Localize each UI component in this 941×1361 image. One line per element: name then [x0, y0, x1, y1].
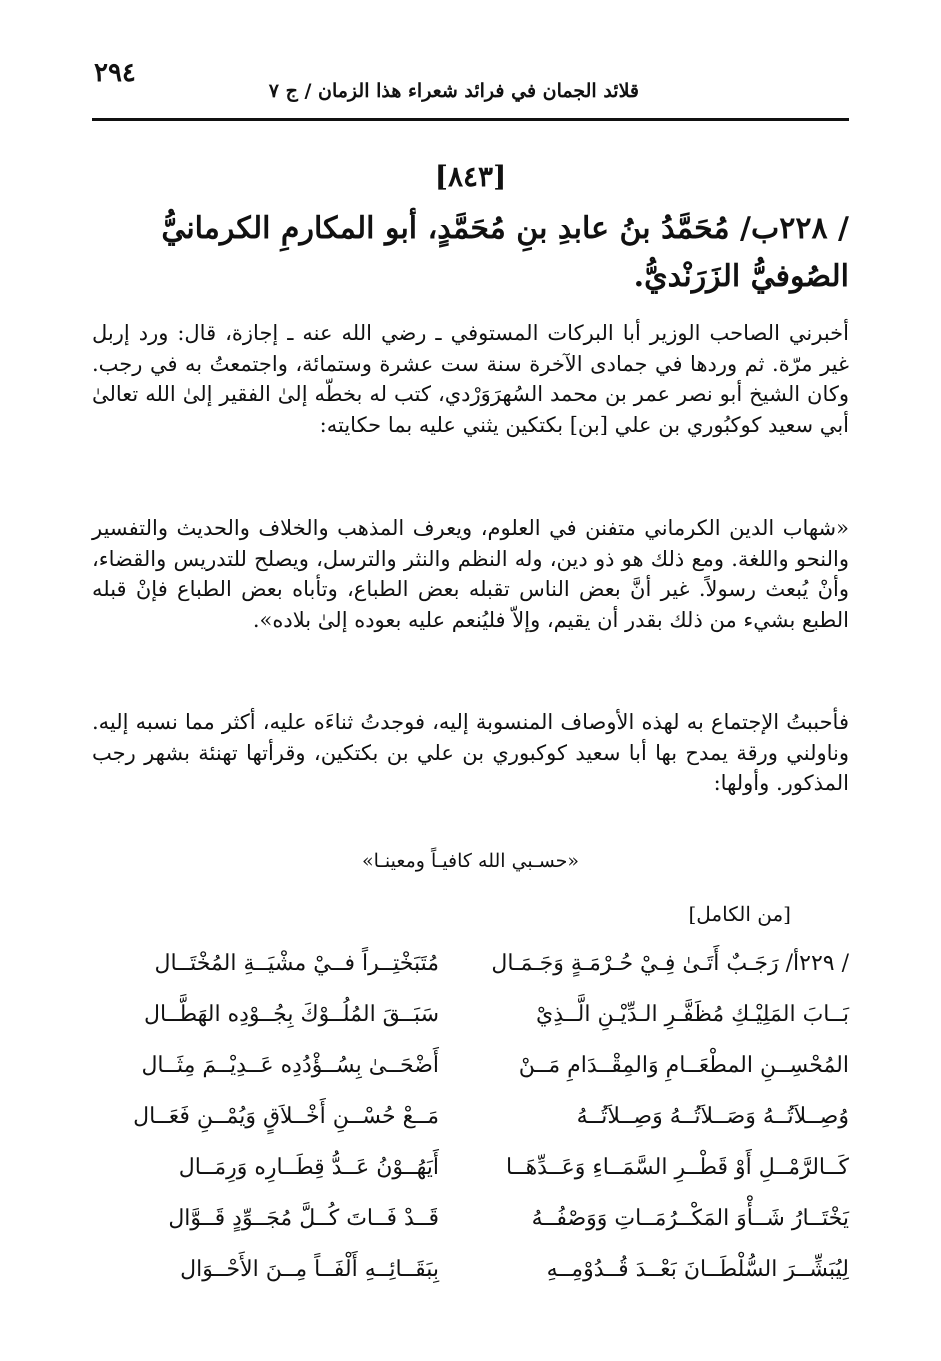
verse-first-hemistich: بَــابَ المَلِيْـكِ مُظَفَّـرِ الـدِّيْـنِ الَّــذِيْ	[536, 1002, 849, 1027]
motto-line: «حسـبي الله كافيـاً ومعينـا»	[361, 850, 580, 872]
entry-number: [٨٤٣]	[434, 160, 507, 193]
verse-second-hemistich: مَــعْ حُسْــنِ أَخْــلاَقٍ وَيُمْــنِ فَعَــال	[133, 1104, 439, 1129]
verse-first-hemistich: / ٢٢٩أ/ رَجَـبٌ أَتَـىٰ فِـيْ حُـرْمَـةٍ وَجَـمَـال	[491, 951, 849, 976]
verse-first-hemistich: وُصِــلاَتُــهُ وَصَــلاَتُــهُ وَصِــلاَتُــهُ	[576, 1104, 849, 1129]
running-header-title: قلائد الجمان في فرائد شعراء هذا الزمان / ج ٧	[268, 80, 639, 102]
verse-first-hemistich: لِيُبَشِّــرَ السُّلْطَــانَ بَعْــدَ قُــدُوْمِــهِ	[546, 1257, 849, 1282]
verse-row	[92, 1206, 849, 1246]
verse-second-hemistich: بِبَقَــائِــهِ أَلْفَــاً مِــنَ الأَحْــوَال	[180, 1257, 439, 1282]
entry-title	[89, 205, 849, 301]
header-rule	[92, 118, 849, 121]
verse-first-hemistich: يَخْتَــارُ شَــأْوَ المَكْــرُمَــاتِ وَوَصْفُــهُ	[531, 1206, 849, 1231]
verse-row	[92, 951, 849, 991]
paragraph-3: فأحببتُ الإجتماع به لهذه الأوصاف المنسوبة إليه، فوجدتُ ثناءَه عليه، أكثر مما نسبه إليه. وناولني ورقة يمدح بها أبا سعيد كوكبوري بن علي بن بكتكين، وقرأتها تهنئة بشهر رجب المذكور. وأولها:	[92, 710, 849, 795]
verse-second-hemistich: أَضْحَــىٰ بِسُــؤْدُدِه عَــدِيْــمَ مِثَــال	[141, 1053, 439, 1078]
verse-second-hemistich: سَبَــقَ المُلُــوْكَ بِجُــوْدِه الهَطَّــال	[144, 1002, 439, 1027]
verse-second-hemistich: أَيَهُــوْنُ عَــدُّ قِطَــارِه وَرِمَــال	[178, 1155, 439, 1180]
verse-first-hemistich: المُحْسِــنِ المطْعَــامِ وَالمِقْــدَامِ مَــنْ	[518, 1053, 849, 1078]
entry-title-line-2: الصُوفيُّ الزَرَنْديُّ.	[633, 259, 849, 294]
verse-row	[92, 1257, 849, 1297]
verse-second-hemistich: قَــدْ فَــاتَ كُــلَّ مُجَــوِّدٍ قَــوَّال	[168, 1206, 439, 1231]
entry-title-line-1: / ٢٢٨ب/ مُحَمَّدُ بنُ عابدِ بنِ مُحَمَّدٍ، أبو المكارمِ الكرمانيُّ	[161, 211, 849, 246]
paragraph-2: «شهاب الدين الكرماني متفنن في العلوم، ويعرف المذهب والخلاف والحديث والتفسير والنحو واللغة. ومع ذلك هو ذو دين، وله النظم والنثر والترسل، ويصلح للتدريس والقضاء، وأنْ يُبعث رسولاً. غير أنَّ بعض الناس تقبله بعض الطباع، وتأباه بعض الطباع فإنْ قبله الطبع بشيء من ذلك بقدر أن يقيم، وإلاّ فليُنعم عليه بعوده إلىٰ بلاده».	[92, 516, 849, 632]
verse-row	[92, 1002, 849, 1042]
verse-row	[92, 1155, 849, 1195]
verse-first-hemistich: كَــالرَّمْــلِ أَوْ قَطْــرِ السَّمَــاءِ وَعَــدِّهَــا	[505, 1155, 849, 1180]
paragraph-1: أخبرني الصاحب الوزير أبا البركات المستوفي ـ رضي الله عنه ـ إجازة، قال: ورد إربل غير مرّة. ثم وردها في جمادى الآخرة سنة ست عشرة وستمائة، واجتمعتُ به في رجب. وكان الشيخ أبو نصر عمر بن محمد السُهرَوَرْدي، كتب له بخطّه إلىٰ الفقير إلىٰ الله تعالىٰ أبي سعيد كوكبُوري بن علي [بن] بكتكين يثني عليه بما حكايته:	[92, 321, 849, 437]
verse-row	[92, 1053, 849, 1093]
verse-row	[92, 1104, 849, 1144]
verse-second-hemistich: مُتَبَخْتِــراً فــيْ مشْيَــةِ المُخْتَــال	[154, 951, 439, 976]
page-number: ٢٩٤	[94, 58, 136, 88]
meter-label: [من الكامل]	[688, 902, 791, 926]
